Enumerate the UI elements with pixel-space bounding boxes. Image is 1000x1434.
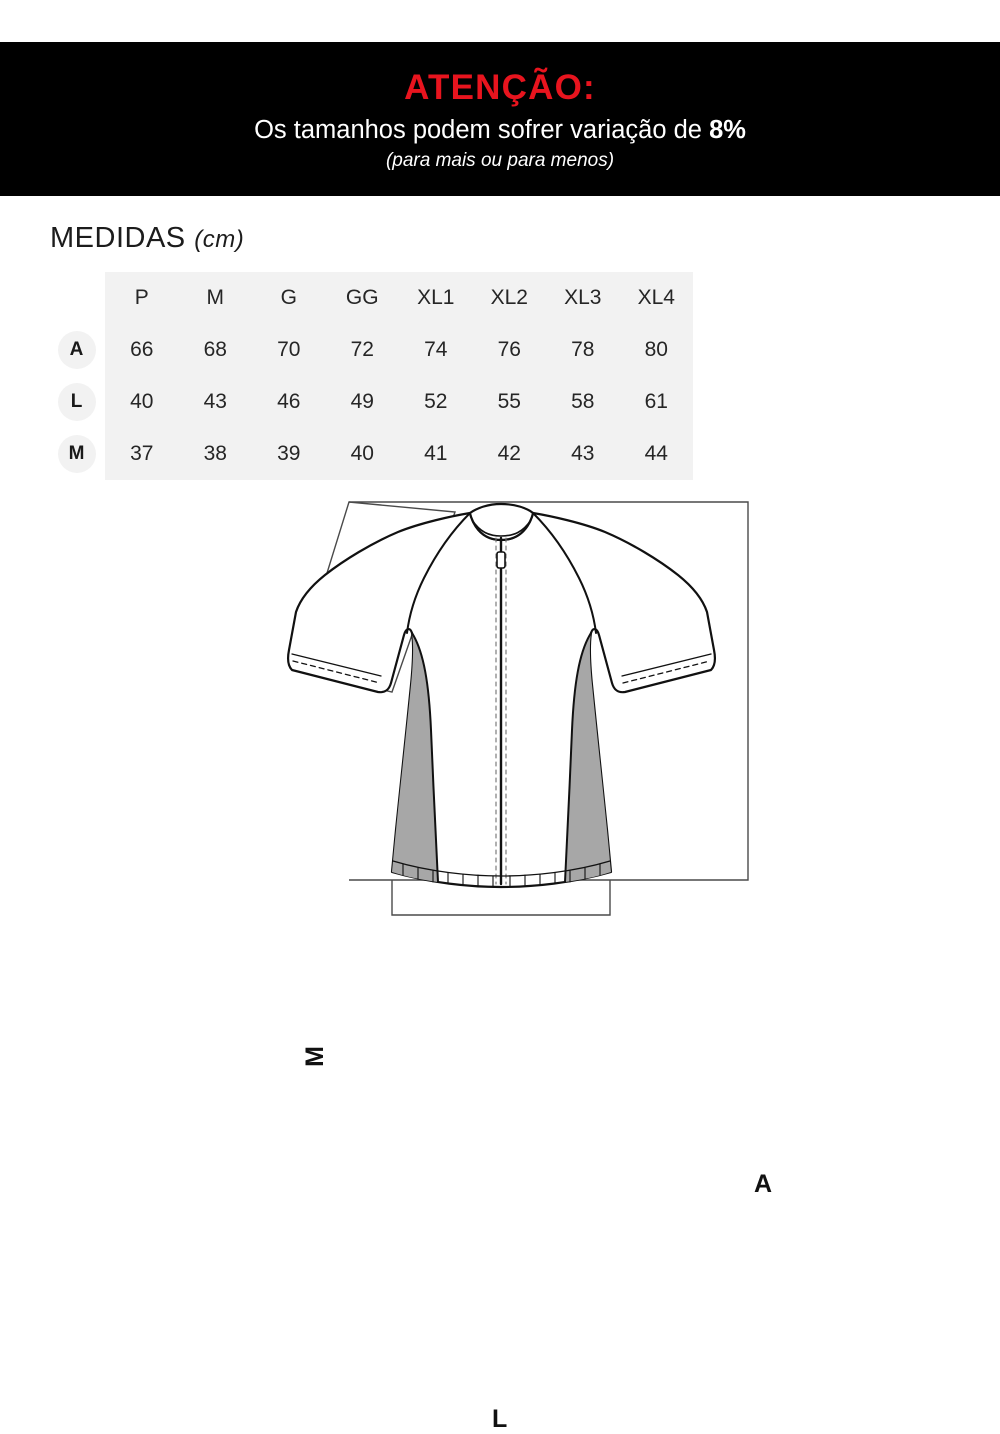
table-row xyxy=(48,428,693,480)
table-row xyxy=(48,324,693,376)
cell-l-m: 43 xyxy=(179,376,253,428)
measures-unit: (cm) xyxy=(194,226,245,253)
measures-heading-text: MEDIDAS xyxy=(50,222,186,254)
cell-a-p: 66 xyxy=(105,324,179,376)
cell-a-xl3: 78 xyxy=(546,324,620,376)
row-label-l xyxy=(48,376,105,428)
column-header-xl3: XL3 xyxy=(546,272,620,324)
cell-a-xl2: 76 xyxy=(473,324,547,376)
cell-l-xl3: 58 xyxy=(546,376,620,428)
row-label-m xyxy=(48,428,105,480)
cell-l-xl1: 52 xyxy=(399,376,473,428)
row-label-a-text: A xyxy=(58,331,96,369)
attention-banner xyxy=(0,42,1000,196)
dimension-label-m: M xyxy=(300,1046,329,1067)
cell-m-gg: 40 xyxy=(326,428,400,480)
dimension-label-a: A xyxy=(754,1170,773,1198)
cell-m-xl1: 41 xyxy=(399,428,473,480)
cell-a-gg: 72 xyxy=(326,324,400,376)
cell-m-xl2: 42 xyxy=(473,428,547,480)
size-table-head xyxy=(48,272,693,324)
row-label-a xyxy=(48,324,105,376)
column-header-gg: GG xyxy=(326,272,400,324)
cell-a-m: 68 xyxy=(179,324,253,376)
column-header-xl4: XL4 xyxy=(620,272,694,324)
banner-variation-value: 8% xyxy=(709,116,746,145)
cell-m-p: 37 xyxy=(105,428,179,480)
table-row xyxy=(48,376,693,428)
column-header-m: M xyxy=(179,272,253,324)
banner-variation-text xyxy=(254,116,746,144)
banner-title: ATENÇÃO: xyxy=(404,67,596,107)
size-table-body xyxy=(48,324,693,480)
cell-l-gg: 49 xyxy=(326,376,400,428)
table-header-row xyxy=(48,272,693,324)
banner-subtitle: (para mais ou para menos) xyxy=(385,150,615,172)
cell-l-p: 40 xyxy=(105,376,179,428)
table-corner-cell xyxy=(48,272,105,324)
garment-diagram xyxy=(0,480,1000,1433)
column-header-xl1: XL1 xyxy=(399,272,473,324)
jersey-illustration xyxy=(288,504,715,887)
column-header-g: G xyxy=(252,272,326,324)
cell-l-xl2: 55 xyxy=(473,376,547,428)
cell-a-xl4: 80 xyxy=(620,324,694,376)
cell-m-m: 38 xyxy=(179,428,253,480)
cell-a-g: 70 xyxy=(252,324,326,376)
measures-heading xyxy=(50,222,244,255)
cell-l-g: 46 xyxy=(252,376,326,428)
row-label-m-text: M xyxy=(58,435,96,473)
size-table xyxy=(48,272,693,480)
cell-m-xl3: 43 xyxy=(546,428,620,480)
cell-a-xl1: 74 xyxy=(399,324,473,376)
dimension-label-l: L xyxy=(492,1405,508,1433)
size-table-wrapper xyxy=(48,272,698,480)
row-label-l-text: L xyxy=(58,383,96,421)
cell-m-xl4: 44 xyxy=(620,428,694,480)
column-header-p: P xyxy=(105,272,179,324)
banner-variation-prefix: Os tamanhos podem sofrer variação de xyxy=(254,116,710,145)
cell-m-g: 39 xyxy=(252,428,326,480)
cell-l-xl4: 61 xyxy=(620,376,694,428)
column-header-xl2: XL2 xyxy=(473,272,547,324)
